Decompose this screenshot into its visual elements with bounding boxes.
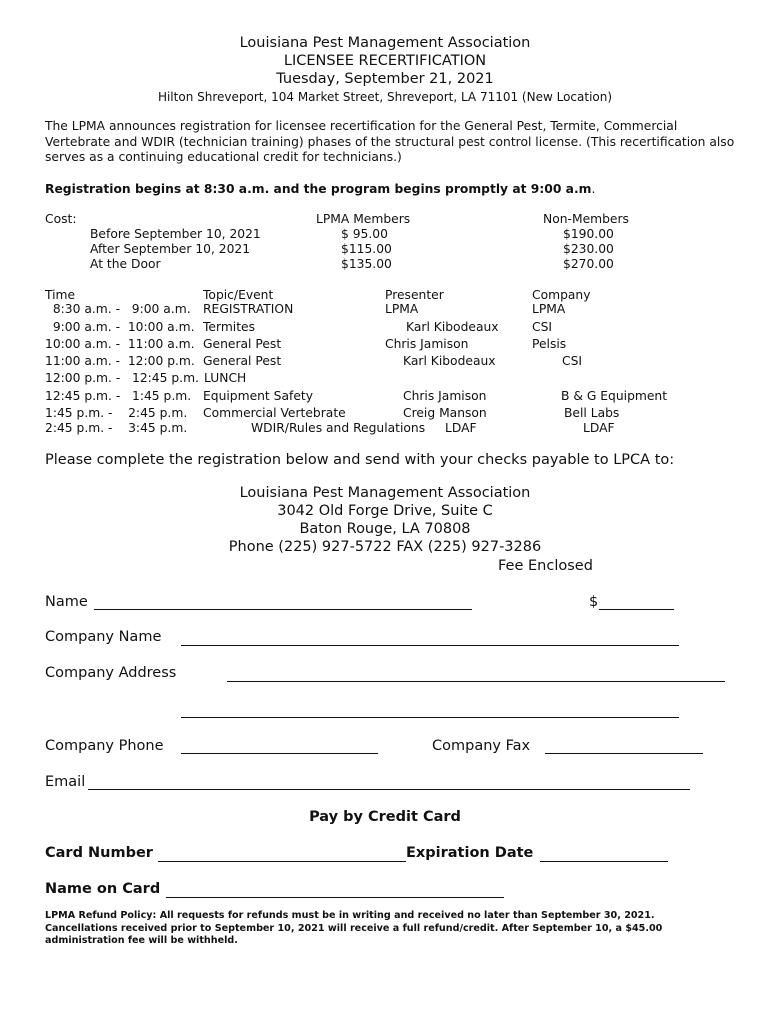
card-number-field[interactable]	[158, 861, 406, 862]
schedule-time: 12:00 p.m. - 12:45 p.m.	[45, 371, 199, 385]
schedule-topic: LUNCH	[204, 371, 247, 385]
members-header: LPMA Members	[316, 212, 411, 226]
company-phone-field[interactable]	[181, 753, 378, 754]
schedule-header-topic: Topic/Event	[203, 288, 274, 302]
cost-row-nonmember: $270.00	[563, 257, 614, 271]
email-label: Email	[45, 774, 86, 790]
schedule-topic: Commercial Vertebrate	[203, 406, 346, 420]
dollar-sign: $	[589, 594, 599, 610]
schedule-header-presenter: Presenter	[385, 288, 444, 302]
refund-policy: LPMA Refund Policy: All requests for refunds must be in writing and received no later than September 30, 2021. Cancellations received prior to September 10, 2021 will receive a full refund/credit. After September 10, a $45.00 administration fee will be withheld.	[45, 910, 663, 946]
schedule-time: 1:45 p.m. - 2:45 p.m.	[45, 406, 188, 420]
schedule-company: LDAF	[583, 421, 615, 435]
schedule-time: 12:45 p.m. - 1:45 p.m.	[45, 389, 192, 403]
cost-row-member: $115.00	[341, 242, 392, 256]
schedule-company: B & G Equipment	[561, 389, 668, 403]
name-on-card-field[interactable]	[166, 897, 504, 898]
name-on-card-label: Name on Card	[45, 881, 161, 897]
card-number-label: Card Number	[45, 845, 153, 861]
name-field[interactable]	[94, 609, 472, 610]
mail-city: Baton Rouge, LA 70808	[299, 521, 471, 537]
credit-card-heading: Pay by Credit Card	[309, 809, 461, 825]
schedule-presenter: Karl Kibodeaux	[403, 354, 496, 368]
schedule-header-company: Company	[532, 288, 591, 302]
mail-phone: Phone (225) 927-5722 FAX (225) 927-3286	[228, 539, 542, 555]
company-fax-field[interactable]	[545, 753, 703, 754]
registration-note-text: Registration begins at 8:30 a.m. and the program begins promptly at 9:00 a.m	[45, 182, 592, 196]
send-instructions: Please complete the registration below and send with your checks payable to LPCA to:	[45, 452, 675, 468]
schedule-presenter: Karl Kibodeaux	[406, 320, 499, 334]
schedule-company: Pelsis	[532, 337, 567, 351]
cost-row-label: After September 10, 2021	[90, 242, 251, 256]
schedule-topic: Termites	[203, 320, 256, 334]
schedule-time: 11:00 a.m. - 12:00 p.m.	[45, 354, 195, 368]
company-name-label: Company Name	[45, 629, 162, 645]
schedule-presenter: Chris Jamison	[403, 389, 487, 403]
doc-title: LICENSEE RECERTIFICATION	[283, 53, 487, 69]
schedule-presenter: LPMA	[385, 302, 419, 316]
schedule-company: Bell Labs	[564, 406, 620, 420]
mail-org: Louisiana Pest Management Association	[239, 485, 531, 501]
mail-street: 3042 Old Forge Drive, Suite C	[277, 503, 493, 519]
intro-paragraph: The LPMA announces registration for licensee recertification for the General Pest, Termite, Commercial Vertebrate and WDIR (technician training) phases of the structural pest control license. (This recertification also serves as a continuing educational credit for technicians.)	[45, 119, 735, 164]
schedule-presenter: Creig Manson	[403, 406, 487, 420]
registration-note-dot: .	[591, 182, 596, 196]
schedule-time: 9:00 a.m. - 10:00 a.m.	[45, 320, 195, 334]
schedule-time: 8:30 a.m. - 9:00 a.m.	[45, 302, 191, 316]
event-date: Tuesday, September 21, 2021	[276, 71, 494, 87]
cost-row-member: $ 95.00	[341, 227, 388, 241]
schedule-topic: General Pest	[203, 337, 282, 351]
email-field[interactable]	[88, 789, 690, 790]
cost-row-label: At the Door	[90, 257, 161, 271]
company-phone-label: Company Phone	[45, 738, 164, 754]
schedule-topic: REGISTRATION	[203, 302, 294, 316]
expiration-date-field[interactable]	[540, 861, 668, 862]
nonmembers-header: Non-Members	[543, 212, 629, 226]
schedule-header-time: Time	[45, 288, 76, 302]
schedule-time: 10:00 a.m. - 11:00 a.m.	[45, 337, 195, 351]
schedule-company: CSI	[562, 354, 583, 368]
org-title: Louisiana Pest Management Association	[239, 35, 531, 51]
schedule-company: LPMA	[532, 302, 566, 316]
schedule-topic: Equipment Safety	[203, 389, 313, 403]
company-fax-label: Company Fax	[432, 738, 531, 754]
company-address-field-2[interactable]	[181, 717, 679, 718]
cost-row-nonmember: $230.00	[563, 242, 614, 256]
schedule-presenter: Chris Jamison	[385, 337, 469, 351]
registration-note	[45, 182, 595, 196]
cost-row-nonmember: $190.00	[563, 227, 614, 241]
company-address-field[interactable]	[227, 681, 725, 682]
schedule-company: CSI	[532, 320, 553, 334]
cost-row-member: $135.00	[341, 257, 392, 271]
schedule-topic: General Pest	[203, 354, 282, 368]
company-name-field[interactable]	[181, 645, 679, 646]
company-address-label: Company Address	[45, 665, 177, 681]
fee-enclosed-label: Fee Enclosed	[498, 558, 593, 574]
cost-row-label: Before September 10, 2021	[90, 227, 261, 241]
schedule-topic: WDIR/Rules and Regulations	[251, 421, 426, 435]
event-venue: Hilton Shreveport, 104 Market Street, Shreveport, LA 71101 (New Location)	[157, 90, 613, 104]
schedule-time: 2:45 p.m. - 3:45 p.m.	[45, 421, 188, 435]
schedule-presenter: LDAF	[445, 421, 477, 435]
fee-amount-field[interactable]	[599, 609, 674, 610]
expiration-date-label: Expiration Date	[406, 845, 534, 861]
name-label: Name	[45, 594, 88, 610]
cost-label: Cost:	[45, 212, 77, 226]
